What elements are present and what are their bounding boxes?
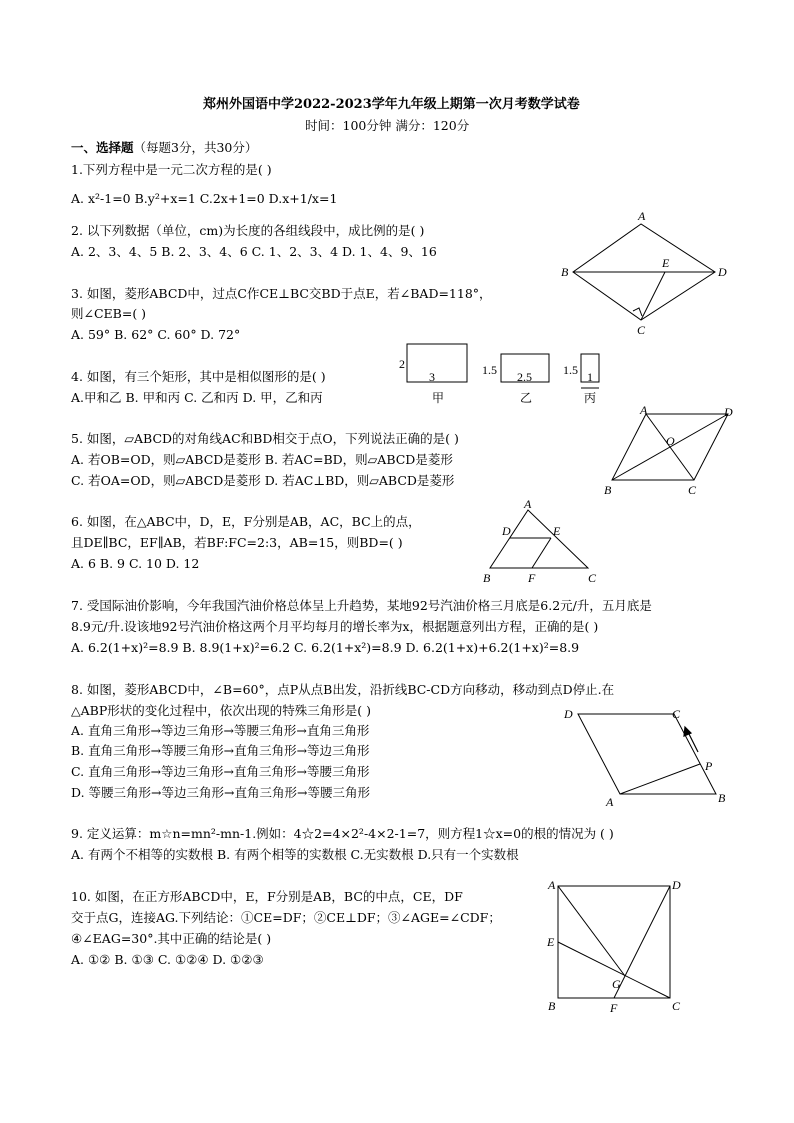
figure-q8-rhombus — [560, 702, 740, 812]
question-6-stem-1: 6. 如图，在△ABC中，D，E，F分别是AB，AC，BC上的点， — [71, 514, 421, 529]
question-9-stem: 9. 定义运算：m☆n=mn²-mn-1.例如：4☆2=4×2²-4×2-1=7，则方程1☆x=0的根的情况为 ( ) — [71, 826, 614, 841]
question-8-option-c: C. 直角三角形→等边三角形→直角三角形→等腰三角形 — [71, 764, 370, 779]
question-2-options: A. 2、3、4、5 B. 2、3、4、6 C. 1、2、3、4 D. 1、4、9、16 — [71, 244, 437, 259]
q6-label-d: D — [502, 524, 511, 538]
question-9-options: A. 有两个不相等的实数根 B. 有两个相等的实数根 C.无实数根 D.只有一个实数根 — [71, 847, 519, 862]
q6-label-e: E — [553, 524, 561, 538]
q8-label-p: P — [705, 759, 713, 773]
q5-label-d: D — [724, 405, 733, 419]
question-2-stem: 2. 以下列数据（单位，cm)为长度的各组线段中，成比例的是( ) — [71, 223, 425, 238]
question-1-stem: 1.下列方程中是一元二次方程的是( ) — [71, 162, 272, 177]
q5-label-b: B — [604, 483, 612, 497]
section-note: （每题3分，共30分） — [133, 140, 258, 155]
q10-label-b: B — [548, 999, 556, 1013]
q4-rect2-name: 乙 — [520, 391, 533, 405]
q4-rect3-name: 丙 — [584, 391, 597, 405]
question-1-options: A. x²-1=0 B.y²+x=1 C.2x+1=0 D.x+1/x=1 — [71, 191, 338, 206]
q5-label-c: C — [688, 483, 697, 497]
question-8-option-d: D. 等腰三角形→等边三角形→直角三角形→等腰三角形 — [71, 785, 370, 800]
question-7-stem-1: 7. 受国际油价影响，今年我国汽油价格总体呈上升趋势，某地92号汽油价格三月底是6.2元/升，五月底是 — [71, 598, 652, 613]
q4-rect3-bottom: 1 — [587, 370, 593, 384]
question-5-options-2: C. 若OA=OD，则▱ABCD是菱形 D. 若AC⊥BD，则▱ABCD是菱形 — [71, 473, 455, 488]
q8-label-b: B — [718, 791, 726, 805]
q3-label-a: A — [638, 209, 646, 223]
question-7-options: A. 6.2(1+x)²=8.9 B. 8.9(1+x)²=6.2 C. 6.2(1+x²)=8.9 D. 6.2(1+x)+6.2(1+x)²=8.9 — [71, 640, 580, 655]
q6-label-a: A — [524, 497, 532, 511]
q10-label-c: C — [672, 999, 681, 1013]
q8-label-d: D — [564, 707, 573, 721]
q4-rect1-side: 2 — [399, 357, 405, 371]
question-8-option-b: B. 直角三角形→等腰三角形→直角三角形→等边三角形 — [71, 743, 370, 758]
section-heading — [71, 142, 257, 155]
q10-label-f: F — [610, 1001, 618, 1015]
q10-label-a: A — [548, 878, 556, 892]
q6-label-f: F — [528, 571, 536, 585]
q10-label-g: G — [612, 977, 621, 991]
question-6-options: A. 6 B. 9 C. 10 D. 12 — [71, 556, 200, 571]
q3-label-e: E — [662, 256, 670, 270]
q6-label-b: B — [483, 571, 491, 585]
question-3-stem-1: 3. 如图，菱形ABCD中，过点C作CE⊥BC交BD于点E，若∠BAD=118°， — [71, 286, 492, 301]
question-3-stem-2: 则∠CEB=( ) — [71, 306, 147, 321]
question-6-stem-2: 且DE∥BC，EF∥AB，若BF:FC=2:3，AB=15，则BD=( ) — [71, 535, 403, 550]
q5-label-a: A — [640, 403, 648, 417]
exam-subtitle: 时间：100分钟 满分：120分 — [305, 118, 470, 133]
question-7-stem-2: 8.9元/升.设该地92号汽油价格这两个月平均每月的增长率为x，根据题意列出方程，正确的是( ) — [71, 619, 599, 634]
q8-label-a: A — [606, 795, 614, 809]
q4-rect2-side: 1.5 — [482, 363, 497, 377]
q3-label-b: B — [561, 265, 569, 279]
q3-label-c: C — [637, 323, 646, 337]
question-10-options: A. ①② B. ①③ C. ①②④ D. ①②③ — [71, 952, 264, 967]
question-10-stem-1: 10. 如图，在正方形ABCD中，E，F分别是AB，BC的中点，CE，DF — [71, 889, 463, 904]
figure-q6-triangle — [480, 496, 605, 588]
q6-label-c: C — [588, 571, 597, 585]
figure-q3-rhombus — [555, 209, 735, 337]
question-10-stem-2: 交于点G，连接AG.下列结论：①CE=DF；②CE⊥DF；③∠AGE=∠CDF； — [71, 910, 501, 925]
q10-label-e: E — [547, 935, 555, 949]
q4-rect1-bottom: 3 — [429, 370, 435, 384]
question-8-option-a: A. 直角三角形→等边三角形→等腰三角形→直角三角形 — [71, 723, 370, 738]
exam-title: 郑州外国语中学2022-2023学年九年级上期第一次月考数学试卷 — [203, 97, 580, 112]
figure-q5-parallelogram — [600, 402, 740, 497]
q4-rect3-side: 1.5 — [563, 363, 578, 377]
question-5-options-1: A. 若OB=OD，则▱ABCD是菱形 B. 若AC=BD，则▱ABCD是菱形 — [71, 452, 453, 467]
q3-label-d: D — [718, 265, 727, 279]
q4-rect2-bottom: 2.5 — [517, 370, 532, 384]
question-3-options: A. 59° B. 62° C. 60° D. 72° — [71, 327, 241, 342]
q4-rect1-name: 甲 — [432, 391, 445, 405]
section-title: 一、选择题 — [71, 140, 134, 155]
q8-label-c: C — [672, 707, 681, 721]
question-8-stem-2: △ABP形状的变化过程中，依次出现的特殊三角形是( ) — [71, 703, 371, 718]
question-4-options: A.甲和乙 B. 甲和丙 C. 乙和丙 D. 甲，乙和丙 — [71, 390, 323, 405]
figure-q10-square — [540, 876, 690, 1018]
question-5-stem: 5. 如图，▱ABCD的对角线AC和BD相交于点O，下列说法正确的是( ) — [71, 431, 459, 446]
q5-label-o: O — [666, 434, 675, 448]
question-4-stem: 4. 如图，有三个矩形，其中是相似图形的是( ) — [71, 369, 326, 384]
question-10-stem-3: ④∠EAG=30°.其中正确的结论是( ) — [71, 931, 272, 946]
question-8-stem-1: 8. 如图，菱形ABCD中，∠B=60°，点P从点B出发，沿折线BC-CD方向移动，移动到点D停止.在 — [71, 682, 615, 697]
figure-q4-rectangles — [395, 340, 610, 408]
q10-label-d: D — [672, 878, 681, 892]
